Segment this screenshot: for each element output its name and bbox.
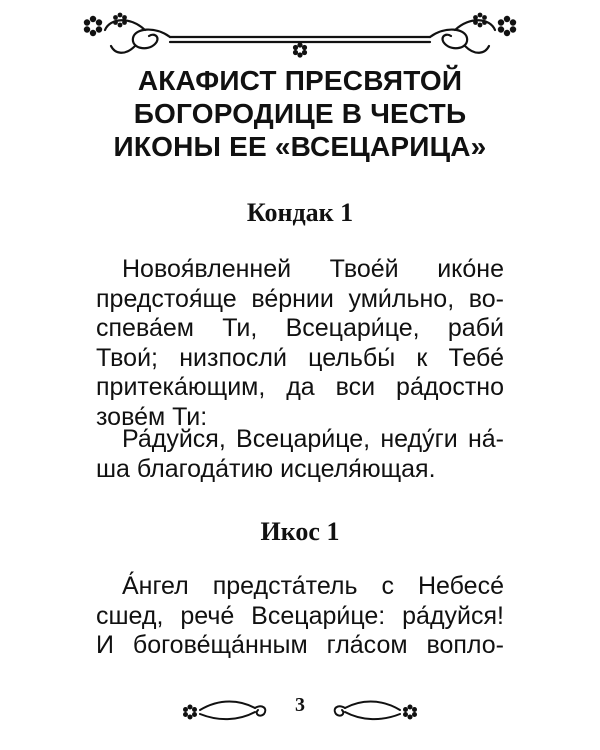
text-line: притека́ющим, да вси ра́достно <box>96 373 504 401</box>
text-line: сшед, рече́ Всецари́це: ра́дуйся! <box>96 601 504 630</box>
title-line-3: ИКОНЫ ЕЕ «ВСЕЦАРИЦА» <box>113 131 487 162</box>
ikos-paragraph-1 <box>96 572 504 661</box>
page-number: 3 <box>295 694 305 716</box>
title-line-1: АКАФИСТ ПРЕСВЯТОЙ <box>137 65 463 96</box>
text-line: Ра́дуйся, Всецари́це, неду́ги на́- <box>122 425 504 453</box>
text-line: Новоя́вленней Твое́й ико́не <box>122 255 504 283</box>
text-line: спева́ем Ти, Всецари́це, раби́ <box>96 314 504 342</box>
text-line: ша благода́тию исцеля́ющая. <box>96 454 436 483</box>
text-line: предстоя́ще ве́рнии уми́льно, во- <box>96 284 504 313</box>
text-line: И богове́ща́нным гла́сом вопло- <box>96 631 504 659</box>
text-line: Твои́; низпосли́ цельбы́ к Тебе́ <box>96 343 504 372</box>
ikos-heading: Икос 1 <box>260 517 340 546</box>
text-line: зове́м Ти: <box>96 402 208 431</box>
page-title <box>60 64 540 163</box>
top-floral-ornament-icon <box>75 6 525 60</box>
kondak-paragraph-2 <box>96 425 504 484</box>
text-line: А́нгел предста́тель с Небесе́ <box>122 572 504 600</box>
kondak-paragraph-1 <box>96 255 504 432</box>
title-line-2: БОГОРОДИЦЕ В ЧЕСТЬ <box>133 98 467 129</box>
kondak-heading: Кондак 1 <box>246 198 354 227</box>
